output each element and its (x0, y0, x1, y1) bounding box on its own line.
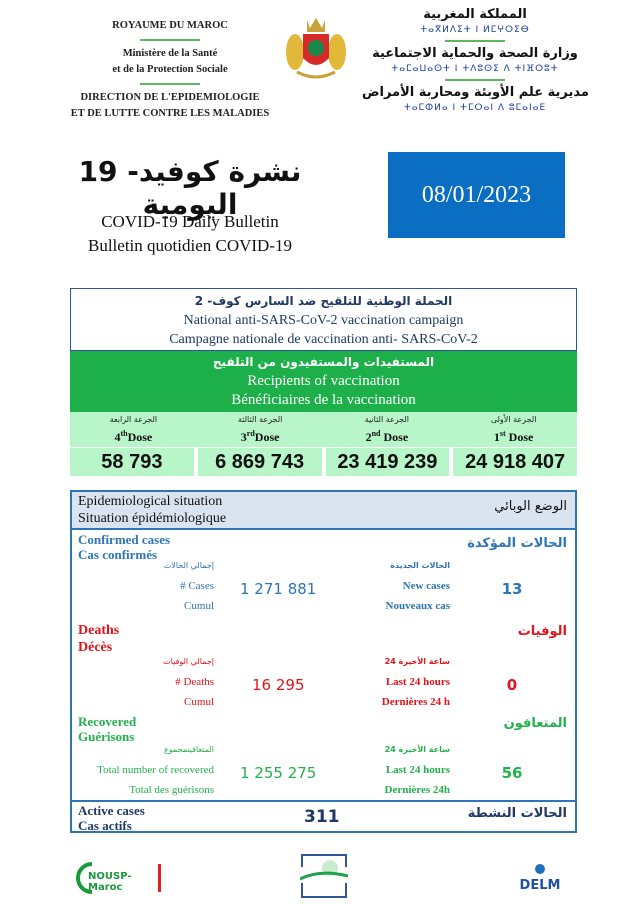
campaign-box (70, 288, 577, 351)
dose-ar: الجرعة الرابعة (109, 415, 158, 424)
header-right (362, 6, 588, 115)
label-ar: 24 ساعة الأخيرة (384, 657, 450, 666)
label-en: New cases (402, 580, 450, 592)
delm-text: DELM (519, 878, 561, 893)
recipients-fr: Bénéficiaires de la vaccination (231, 392, 416, 408)
confirmed-new-value: 13 (501, 580, 523, 598)
active-title (78, 803, 145, 833)
dose-num: 3 (240, 430, 247, 444)
confirmed-ar: الحالات المؤكدة (467, 536, 567, 551)
dose-3-value: 6 869 743 (198, 448, 322, 476)
label-ar: إجمالي الحالات (163, 561, 214, 570)
divider (445, 40, 505, 42)
label-ar: 24 ساعة الأخيرة (384, 745, 450, 754)
recovered-new-labels (332, 740, 450, 800)
dose-header-4 (70, 412, 197, 447)
direction-ar: مديرية علم الأوبئة ومحاربة الأمراض (362, 85, 589, 100)
coat-of-arms-icon (283, 14, 349, 84)
epi-title-ar: الوضع الوبائي (494, 499, 567, 514)
dose-label: Dose (380, 430, 409, 444)
dose-label: Dose (505, 430, 534, 444)
label-fr: Cumul (184, 696, 214, 708)
dose-ar: الجرعة الثانية (364, 415, 410, 424)
dose-ar: الجرعة الأولى (490, 415, 537, 424)
dose-sup: rd (246, 429, 255, 438)
epidemiological-situation (70, 490, 577, 802)
active-value: 311 (304, 807, 340, 827)
ministry-tifinagh: ⵜⴰⵎⴰⵡⴰⵙⵜ ⵏ ⵜⴷⵓⵙⵉ ⴷ ⵜⵏⴼⵔⵓⵜ (391, 64, 559, 74)
label-ar: إجمالي الوفيات (163, 657, 214, 666)
recipients-band (70, 351, 577, 412)
label-fr: Nouveaux cas (385, 600, 450, 612)
title-fr: Bulletin quotidien COVID-19 (88, 236, 292, 255)
recipients-en: Recipients of vaccination (247, 373, 400, 389)
deaths-new-value: 0 (506, 676, 518, 694)
label-en: Total number of recovered (97, 764, 214, 776)
direction-tifinagh: ⵜⴰⵎⵀⵍⴰ ⵏ ⵜⵎⵔⴰⵏ ⴷ ⵓⵎⴰⵏⴰⴹ (403, 103, 547, 113)
recovered-new-value: 56 (501, 764, 523, 782)
label-fr: Cumul (184, 600, 214, 612)
recovered-ar: المتعافون (503, 716, 567, 731)
label-ar: المتعافينمجموع (164, 745, 214, 754)
dose-header-3 (197, 412, 324, 447)
dose-header-1 (450, 412, 577, 447)
dose-1-value: 24 918 407 (453, 448, 577, 476)
kingdom-fr: ROYAUME DU MAROC (112, 20, 228, 31)
active-cases-box (70, 800, 577, 833)
recovered-en: Recovered (78, 714, 137, 729)
dose-num: 4 (114, 430, 121, 444)
confirmed-fr: Cas confirmés (78, 547, 158, 562)
deaths-new-labels (332, 652, 450, 712)
divider (445, 79, 505, 81)
recovered-cum-value: 1 255 275 (240, 764, 317, 782)
dose-num: 1 (493, 430, 500, 444)
deaths-en: Deaths (78, 623, 120, 638)
epi-title-fr: Situation épidémiologique (78, 511, 227, 526)
dose-header-2 (324, 412, 451, 447)
deaths-ar: الوفيات (517, 624, 567, 639)
dose-label: Dose (254, 430, 280, 444)
dose-sup: st (499, 429, 506, 438)
confirmed-en: Confirmed cases (78, 532, 171, 547)
dose-2-value: 23 419 239 (326, 448, 450, 476)
nousp-text: NOUSP-Maroc (88, 871, 132, 893)
recipients-ar: المستفيدات والمستفيدون من التلقيح (212, 355, 435, 369)
label-en: # Deaths (175, 676, 214, 688)
label-fr: Dernières 24 h (381, 696, 450, 708)
confirmed-cum-labels (112, 556, 214, 616)
recovered-cum-labels (72, 740, 214, 800)
dose-label: Dose (127, 430, 153, 444)
label-en: Last 24 hours (385, 676, 450, 688)
campaign-en: National anti-SARS-CoV-2 vaccination campaign (183, 313, 464, 328)
label-fr: Dernières 24h (384, 784, 450, 796)
active-fr: Cas actifs (78, 818, 132, 833)
dose-4-value: 58 793 (70, 448, 194, 476)
epi-header (72, 492, 575, 530)
title-ar: نشرة كوفيد- 19 اليومية (78, 155, 302, 221)
label-fr: Total des guérisons (129, 784, 214, 796)
label-en: # Cases (180, 580, 214, 592)
label-ar: الحالات الجديدة (390, 561, 450, 570)
deaths-cum-labels (112, 652, 214, 712)
dose-values (70, 448, 577, 476)
delm-person-icon (534, 863, 546, 875)
title-en: COVID-19 Daily Bulletin (101, 212, 279, 231)
label-en: Last 24 hours (385, 764, 450, 776)
bulletin-date: 08/01/2023 (388, 152, 565, 238)
direction-fr-2: ET DE LUTTE CONTRE LES MALADIES (70, 108, 270, 119)
dose-sup: nd (371, 429, 381, 438)
confirmed-new-labels (332, 556, 450, 616)
deaths-fr: Décès (78, 640, 113, 655)
direction-fr: DIRECTION DE L'EPIDEMIOLOGIE (80, 92, 260, 103)
divider (140, 39, 200, 41)
confirmed-cum-value: 1 271 881 (240, 580, 317, 598)
recovered-fr: Guérisons (78, 729, 135, 744)
campaign-fr: Campagne nationale de vaccination anti- SARS-CoV-2 (169, 332, 478, 347)
dose-sup: th (120, 429, 128, 438)
epi-title-en: Epidemiological situation (78, 494, 223, 509)
campaign-ar: الحملة الوطنية للتلقيح ضد السارس كوف- 2 (194, 294, 453, 308)
ministry-ar: وزارة الصحة والحماية الاجتماعية (372, 46, 578, 61)
delm-logo (515, 860, 565, 900)
deaths-cum-value: 16 295 (252, 676, 305, 694)
divider (140, 83, 200, 85)
active-ar: الحالات النشطة (467, 806, 567, 821)
nousp-logo (76, 860, 164, 896)
ministry-logo-icon (300, 853, 350, 899)
title-block (60, 210, 320, 258)
deaths-title (78, 622, 119, 656)
kingdom-tifinagh: ⵜⴰⴳⵍⴷⵉⵜ ⵏ ⵍⵎⵖⵔⵉⴱ (420, 25, 530, 35)
dose-num: 2 (365, 430, 372, 444)
dose-ar: الجرعة الثالثة (237, 415, 283, 424)
dose-headers (70, 412, 577, 447)
ministry-fr-2: et de la Protection Sociale (112, 64, 228, 75)
active-en: Active cases (78, 803, 145, 818)
kingdom-ar: المملكة المغربية (423, 7, 527, 22)
header-left (60, 18, 280, 122)
ministry-fr: Ministère de la Santé (122, 48, 218, 59)
